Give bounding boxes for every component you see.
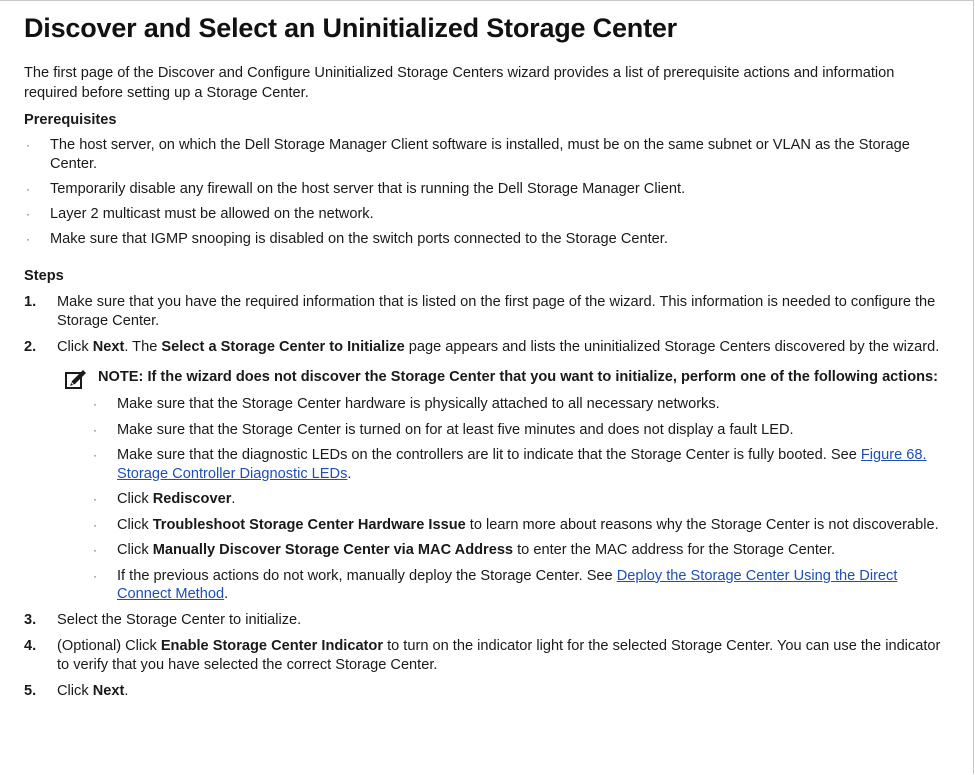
step-number: 4. [24,637,37,654]
list-item: · The host server, on which the Dell Storage Manager Client software is installed, must be on the same subnet or VLAN as the Storage Center. [26,137,910,173]
list-item: · Click Troubleshoot Storage Center Hardware Issue to learn more about reasons why the Storage Center is not discoverable. [93,516,939,533]
direct-connect-link[interactable]: Deploy the Storage Center Using the Direct Connect Method [117,567,898,603]
bullet-icon: · [93,517,97,532]
list-item: · Make sure that the Storage Center hardware is physically attached to all necessary networks. [93,396,720,413]
bullet-icon: · [93,492,97,507]
list-item: · Click Manually Discover Storage Center via MAC Address to enter the MAC address for the Storage Center. [93,542,836,559]
bullet-icon: · [93,448,97,463]
list-item: · Temporarily disable any firewall on the host server that is running the Dell Storage Manager Client. [26,181,686,198]
bullet-icon: · [93,397,97,412]
list-item: · Layer 2 multicast must be allowed on the network. [26,206,374,223]
list-item: · Make sure that the diagnostic LEDs on the controllers are lit to indicate that the Storage Center is fully booted. See Figure 68. Storage Controller Diagnostic LEDs. [93,447,927,482]
bullet-icon: · [93,568,97,583]
step-1: 1. Make sure that you have the required information that is listed on the first page of the wizard. This information is needed to configure the Storage Center. [24,294,936,330]
step-number: 5. [24,682,37,699]
step-number: 2. [24,339,37,356]
step-2: 2. Click Next. The Select a Storage Center to Initialize page appears and lists the uninitialized Storage Centers discovered by the wizard. NOTE: If the wizard does not discover the Storage Center that you want to initialize, perform one of the following actions: · Make sure that the Storage Center hardware is physically attached to all necessary networks. · Make sure that the Storage Center is turned on for at least five minutes and does not display a fault LED. · Make sure that the diagnostic LEDs on the controllers are lit to indicate that the Storage Center is fully booted. See Figure 68. Storage Controller Diagnostic LEDs. · Click Rediscover. · Click Troubleshoot Storage Center Hardware Issue to learn more about reasons why the Storage Center is not discoverable. · Click Manually Discover Storage Center via MAC Address to enter the MAC address for the Storage Center. · If the previous actions do not work, manually deploy the Storage Center. See Deploy the Storage Center Using the Direct Connect Method. [24,338,944,604]
list-item: · Make sure that the Storage Center is turned on for at least five minutes and does not display a fault LED. [93,421,794,438]
page-title: Discover and Select an Uninitialized Storage Center [24,13,677,43]
note-block [64,367,944,387]
document-page [24,10,944,708]
bullet-icon: · [93,422,97,437]
step-5: 5. Click Next. [24,682,129,699]
diagnostic-leds-link[interactable]: Figure 68. Storage Controller Diagnostic LEDs [117,447,927,482]
pencil-note-icon [64,368,88,392]
bullet-icon: · [26,182,30,197]
bullet-icon: · [26,207,30,222]
prerequisites-heading: Prerequisites [24,112,117,129]
step-3: 3. Select the Storage Center to initialize. [24,611,302,628]
step-number: 1. [24,294,37,311]
intro-paragraph: The first page of the Discover and Configure Uninitialized Storage Centers wizard provides a list of prerequisite actions and information required before setting up a Storage Center. [24,65,895,101]
prerequisites-list [24,136,944,249]
bullet-icon: · [93,543,97,558]
note-actions-list [91,395,944,604]
step-number: 3. [24,611,37,628]
list-item: · Click Rediscover. [93,491,236,508]
step-4: 4. (Optional) Click Enable Storage Center Indicator to turn on the indicator light for the selected Storage Center. You can use the indicator to verify that you have selected the correct Storage Center. [24,637,941,673]
list-item: · Make sure that IGMP snooping is disabled on the switch ports connected to the Storage Center. [26,231,668,248]
steps-heading: Steps [24,268,64,285]
bullet-icon: · [26,138,30,153]
bullet-icon: · [26,232,30,247]
steps-list [24,293,944,701]
note-text: NOTE: If the wizard does not discover the Storage Center that you want to initialize, perform one of the following actions: [98,369,939,386]
list-item: · If the previous actions do not work, manually deploy the Storage Center. See Deploy the Storage Center Using the Direct Connect Method. [93,567,898,603]
